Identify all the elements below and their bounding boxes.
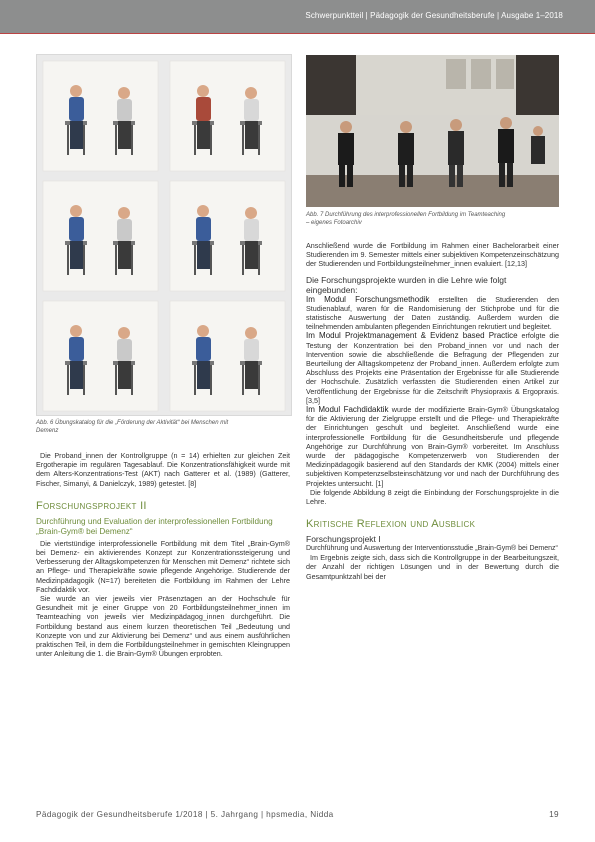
left-column — [36, 451, 290, 658]
figure-7-caption: Abb. 7 Durchführung des interprofessionellen Fortbildung im Teamteaching – eigenes Fotoarchiv — [306, 212, 506, 226]
subheading-intervention-study: Durchführung und Auswertung der Interventionsstudie „Brain-Gym® bei Demenz“ — [306, 545, 558, 553]
module-research-methods-title: Im Modul Forschungsmethodik — [306, 294, 430, 304]
module-didactics-title: Im Modul Fachdidaktik — [306, 405, 389, 415]
paragraph-integration-intro: Die Forschungsprojekte wurden in die Lehre wie folgt eingebunden: — [306, 274, 507, 295]
page-header — [0, 0, 595, 34]
group-photo-image — [306, 55, 559, 207]
training-photo — [306, 55, 559, 207]
footer-publication: Pädagogik der Gesundheitsberufe 1/2018 | 5. Jahrgang | hpsmedia, Nidda — [36, 810, 334, 819]
module-didactics-text: wurde der modifizierte Brain-Gym® Übungskatalog für die Aktivierung der Zielgruppe erstellt und die Pflege- und Therapiekräfte der Einrichtungen geschult und begleitet. Anschließend wurde eine interprofessionelle Fortbildung für die Gesundheitsberufe und pflegende Angehörige zur Durchführung von Brain-Gym® vorbereitet. Im Anschluss wurde der pädagogische Kompetenzerwerb von Studierenden der Medizinpädagogik basierend auf den Standards der KMK (2004) mittels einer subjektiven Kompetenzselbsteinschätzung vor und nach der Durchführung des Projektes untersucht. [1] — [306, 405, 560, 488]
figure-6-caption: Abb. 6 Übungskatalog für die „Förderung der Aktivität“ bei Menschen mit Demenz — [36, 420, 229, 434]
section-heading-project-2: Forschungsprojekt II — [36, 499, 147, 512]
page-number: 19 — [549, 810, 559, 819]
right-column — [306, 241, 559, 581]
exercise-photos — [37, 55, 291, 415]
section-heading-reflection: Kritische Reflexion und Ausblick — [306, 518, 476, 531]
paragraph-evaluation: Anschließend wurde die Fortbildung im Rahmen einer Bachelorarbeit einer Studierenden im 9. Semester mittels einer subjektiven Kompetenzeinschätzung der Studierenden und Fortbildungsteilnehmer_innen evaluiert. [12,13] — [306, 241, 559, 269]
paragraph-results: Im Ergebnis zeigte sich, dass sich die Kontrollgruppe in der Bearbeitungszeit, der Anzahl der richtigen Lösungen und in der Bewertung durch die Gesamtpunktzahl bei der — [306, 553, 559, 581]
header-text: Schwerpunktteil | Pädagogik der Gesundheitsberufe | Ausgabe 1–2018 — [305, 11, 563, 20]
module-research-methods-text: erstellten die Studierenden den Studienablauf, waren für die Randomisierung der Stichprobe und für die statistische Auswertung der Daten zuständig. Außerdem wurden die teilnehmenden ambulanten pflegenden Einrichtungen rekrutiert und begleitet. — [306, 294, 559, 332]
paragraph-training-title: Die viertstündige interprofessionelle Fortbildung mit dem Titel „Brain-Gym® bei Demenz- ein aktivierendes Konzept zur Konzentrationssteigerung und Verbesserung der Alltagskompetenzen für Menschen mit Demenz“ richtete sich an Pflege- und Therapiekräfte sowie pflegende Angehörige. Studierende der Medizinpädagogik (N=17) bereiteten die Fortbildung im Rahmen der Lehre Fachdidaktik vor. — [36, 538, 290, 594]
module-project-management-text: erfolgte die Testung der Konzentration bei den Proband_innen vor und nach der Intervention sowie die abschließende die Befragung der Pflegenden zur Beurteilung der Alltagskompetenz der Proband_innen. Außerdem erfolgte zum Abschluss des Projekts eine Präsentation der Ergebnisse für alle Studierende der Hochschule. Zusätzlich verfassten die Studierenden einen Artikel zur Veröffentlichung der Ergebnisse für die Zeitschrift Physiopraxis & Ergopraxis. [3,5] — [306, 331, 559, 405]
exercise-photo-grid — [36, 54, 292, 416]
subheading-project-1: Forschungsprojekt I — [306, 534, 381, 545]
page-footer — [36, 810, 559, 819]
paragraph-control-group: Die Proband_innen der Kontrollgruppe (n = 14) erhielten zur gleichen Zeit Ergotherapie im regulären Tagesablauf. Die Konzentrationsfähigkeit wurde mit dem Alters-Konzentrations-Test (AKT) nach Gatterer et al. (1989) (Gatterer, Fischer, Simanyi, & Danielczyk, 1989) getestet. [8] — [36, 451, 290, 488]
header-rule — [0, 33, 595, 34]
paragraph-figure-8-reference: Die folgende Abbildung 8 zeigt die Einbindung der Forschungsprojekte in die Lehre. — [306, 487, 559, 507]
module-project-management-title: Im Modul Projektmanagement & Evidenz based Practice — [306, 331, 518, 341]
paragraph-training-conduct: Sie wurde an vier jeweils vier Präsenztagen an der Hochschule für Gesundheit mit je einer Gruppe von 20 Fortbildungsteilnehmer_innen im Teamteaching von jeweils vier Medizinpädagog_innen durchgeführt. Die Fortbildung bestand aus einem kurzen theoretischen Teil „Bedeutung und Konzepte von und zur Aktivierung bei Demenz“ und aus einem ausführlichen praktischen Teil, in dem die Fortbildungsteilnehmer in gemischten Kleingruppen unter Anleitung die 1. die Brain-Gym® Übungen erprobten. — [36, 594, 290, 659]
subheading-project-2: Durchführung und Evaluation der interprofessionellen Fortbildung „Brain-Gym® bei Demenz“ — [36, 516, 273, 536]
